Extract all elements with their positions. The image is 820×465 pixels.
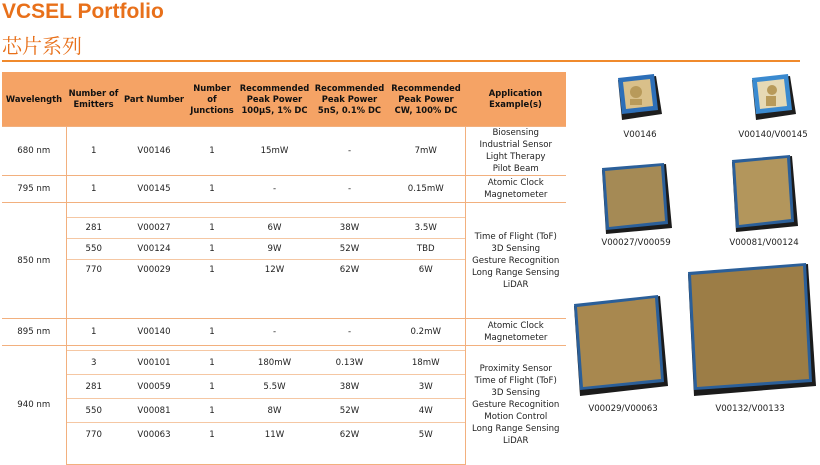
spacer-cell bbox=[66, 203, 465, 218]
junctions-cell: 1 bbox=[187, 399, 237, 423]
emitters-cell: 770 bbox=[66, 260, 121, 281]
pp100-cell: - bbox=[237, 176, 312, 203]
chip-image-v00140-v00145 bbox=[746, 70, 800, 124]
pp5ns-cell: 0.13W bbox=[312, 351, 387, 375]
applications-cell bbox=[465, 203, 566, 319]
pp5ns-cell: 52W bbox=[312, 239, 387, 260]
emitters-cell: 1 bbox=[66, 176, 121, 203]
cw-cell: 18mW bbox=[387, 351, 465, 375]
pp5ns-cell: - bbox=[312, 319, 387, 346]
vcsel-spec-table bbox=[2, 72, 566, 465]
emitters-cell: 1 bbox=[66, 319, 121, 346]
part-cell: V00140 bbox=[121, 319, 187, 346]
pp100-cell: 15mW bbox=[237, 127, 312, 176]
cw-cell: 3W bbox=[387, 375, 465, 399]
application-item: Industrial Sensor bbox=[479, 140, 552, 150]
page-subtitle: 芯片系列 bbox=[2, 34, 82, 58]
junctions-cell: 1 bbox=[187, 351, 237, 375]
wavelength-cell: 680 nm bbox=[2, 127, 66, 176]
wavelength-cell: 940 nm bbox=[2, 346, 66, 465]
cw-cell: 0.15mW bbox=[387, 176, 465, 203]
chip-image-v00029-v00063 bbox=[570, 292, 670, 396]
cw-cell: TBD bbox=[387, 239, 465, 260]
application-item: Gesture Recognition bbox=[472, 255, 560, 266]
cw-cell: 6W bbox=[387, 260, 465, 281]
part-cell: V00101 bbox=[121, 351, 187, 375]
applications-cell bbox=[465, 319, 566, 346]
pp100-cell: 5.5W bbox=[237, 375, 312, 399]
pp5ns-cell: 52W bbox=[312, 399, 387, 423]
application-item: 3D Sensing bbox=[491, 243, 541, 254]
application-item: LiDAR bbox=[503, 436, 529, 447]
junctions-cell: 1 bbox=[187, 375, 237, 399]
spacer-cell bbox=[66, 446, 465, 465]
application-item: Atomic Clock bbox=[487, 321, 544, 331]
pp100-cell: 8W bbox=[237, 399, 312, 423]
pp5ns-cell: 62W bbox=[312, 423, 387, 447]
chip-image-v00081-v00124 bbox=[728, 152, 800, 234]
applications-cell bbox=[465, 346, 566, 465]
header-peak-power-cw: Recommended Peak Power CW, 100% DC bbox=[387, 72, 465, 127]
wavelength-cell: 795 nm bbox=[2, 176, 66, 203]
table-row bbox=[2, 127, 566, 176]
chip-image-v00027-v00059 bbox=[598, 160, 674, 236]
application-item: Light Therapy bbox=[485, 152, 546, 162]
part-cell: V00027 bbox=[121, 218, 187, 239]
caption-v00029-v00063: V00029/V00063 bbox=[588, 404, 658, 414]
pp100-cell: 12W bbox=[237, 260, 312, 281]
application-item: 3D Sensing bbox=[491, 388, 541, 399]
application-item: Gesture Recognition bbox=[472, 400, 560, 411]
page-title: VCSEL Portfolio bbox=[2, 0, 164, 23]
cw-cell: 0.2mW bbox=[387, 319, 465, 346]
application-item: Time of Flight (ToF) bbox=[474, 231, 557, 242]
header-junctions: Number of Junctions bbox=[187, 72, 237, 127]
wavelength-cell: 895 nm bbox=[2, 319, 66, 346]
header-wavelength: Wavelength bbox=[2, 72, 66, 127]
part-cell: V00029 bbox=[121, 260, 187, 281]
applications-cell bbox=[465, 127, 566, 176]
chip-image-v00146 bbox=[612, 70, 666, 124]
application-item: Magnetometer bbox=[484, 190, 548, 200]
emitters-cell: 3 bbox=[66, 351, 121, 375]
part-cell: V00081 bbox=[121, 399, 187, 423]
junctions-cell: 1 bbox=[187, 319, 237, 346]
pp100-cell: 180mW bbox=[237, 351, 312, 375]
cw-cell: 3.5W bbox=[387, 218, 465, 239]
pp100-cell: 9W bbox=[237, 239, 312, 260]
cw-cell: 4W bbox=[387, 399, 465, 423]
caption-v00140-v00145: V00140/V00145 bbox=[738, 130, 808, 140]
junctions-cell: 1 bbox=[187, 423, 237, 447]
part-cell: V00063 bbox=[121, 423, 187, 447]
caption-v00146: V00146 bbox=[623, 130, 657, 140]
application-item: Time of Flight (ToF) bbox=[474, 376, 557, 387]
header-part-number: Part Number bbox=[121, 72, 187, 127]
emitters-cell: 281 bbox=[66, 218, 121, 239]
junctions-cell: 1 bbox=[187, 239, 237, 260]
application-item: Biosensing bbox=[492, 128, 540, 138]
application-item: Pilot Beam bbox=[492, 164, 539, 174]
chip-image-v00132-v00133 bbox=[684, 260, 818, 396]
pp5ns-cell: - bbox=[312, 176, 387, 203]
pp5ns-cell: 62W bbox=[312, 260, 387, 281]
pp5ns-cell: 38W bbox=[312, 218, 387, 239]
table-row bbox=[2, 203, 566, 218]
table-row bbox=[2, 176, 566, 203]
header-peak-power-100us: Recommended Peak Power 100µS, 1% DC bbox=[237, 72, 312, 127]
application-item: Magnetometer bbox=[484, 333, 548, 343]
part-cell: V00146 bbox=[121, 127, 187, 176]
caption-v00027-v00059: V00027/V00059 bbox=[601, 238, 671, 248]
header-applications: Application Example(s) bbox=[465, 72, 566, 127]
pp5ns-cell: - bbox=[312, 127, 387, 176]
emitters-cell: 550 bbox=[66, 239, 121, 260]
application-item: Long Range Sensing bbox=[472, 424, 560, 435]
header-emitters: Number of Emitters bbox=[66, 72, 121, 127]
emitters-cell: 550 bbox=[66, 399, 121, 423]
pp5ns-cell: 38W bbox=[312, 375, 387, 399]
junctions-cell: 1 bbox=[187, 218, 237, 239]
junctions-cell: 1 bbox=[187, 260, 237, 281]
title-divider bbox=[2, 60, 800, 62]
junctions-cell: 1 bbox=[187, 176, 237, 203]
application-item: LiDAR bbox=[503, 279, 529, 290]
pp100-cell: 11W bbox=[237, 423, 312, 447]
pp100-cell: - bbox=[237, 319, 312, 346]
cw-cell: 7mW bbox=[387, 127, 465, 176]
part-cell: V00124 bbox=[121, 239, 187, 260]
junctions-cell: 1 bbox=[187, 127, 237, 176]
table-body bbox=[2, 127, 566, 465]
cw-cell: 5W bbox=[387, 423, 465, 447]
pp100-cell: 6W bbox=[237, 218, 312, 239]
part-cell: V00059 bbox=[121, 375, 187, 399]
application-item: Motion Control bbox=[484, 412, 548, 423]
table-row bbox=[2, 319, 566, 346]
emitters-cell: 1 bbox=[66, 127, 121, 176]
table-header-row bbox=[2, 72, 566, 127]
emitters-cell: 770 bbox=[66, 423, 121, 447]
caption-v00132-v00133: V00132/V00133 bbox=[715, 404, 785, 414]
application-item: Long Range Sensing bbox=[472, 267, 560, 278]
caption-v00081-v00124: V00081/V00124 bbox=[729, 238, 799, 248]
spacer-cell bbox=[66, 280, 465, 319]
header-peak-power-5ns: Recommended Peak Power 5nS, 0.1% DC bbox=[312, 72, 387, 127]
wavelength-cell: 850 nm bbox=[2, 203, 66, 319]
applications-cell bbox=[465, 176, 566, 203]
application-item: Proximity Sensor bbox=[479, 364, 552, 375]
part-cell: V00145 bbox=[121, 176, 187, 203]
application-item: Atomic Clock bbox=[487, 178, 544, 188]
emitters-cell: 281 bbox=[66, 375, 121, 399]
